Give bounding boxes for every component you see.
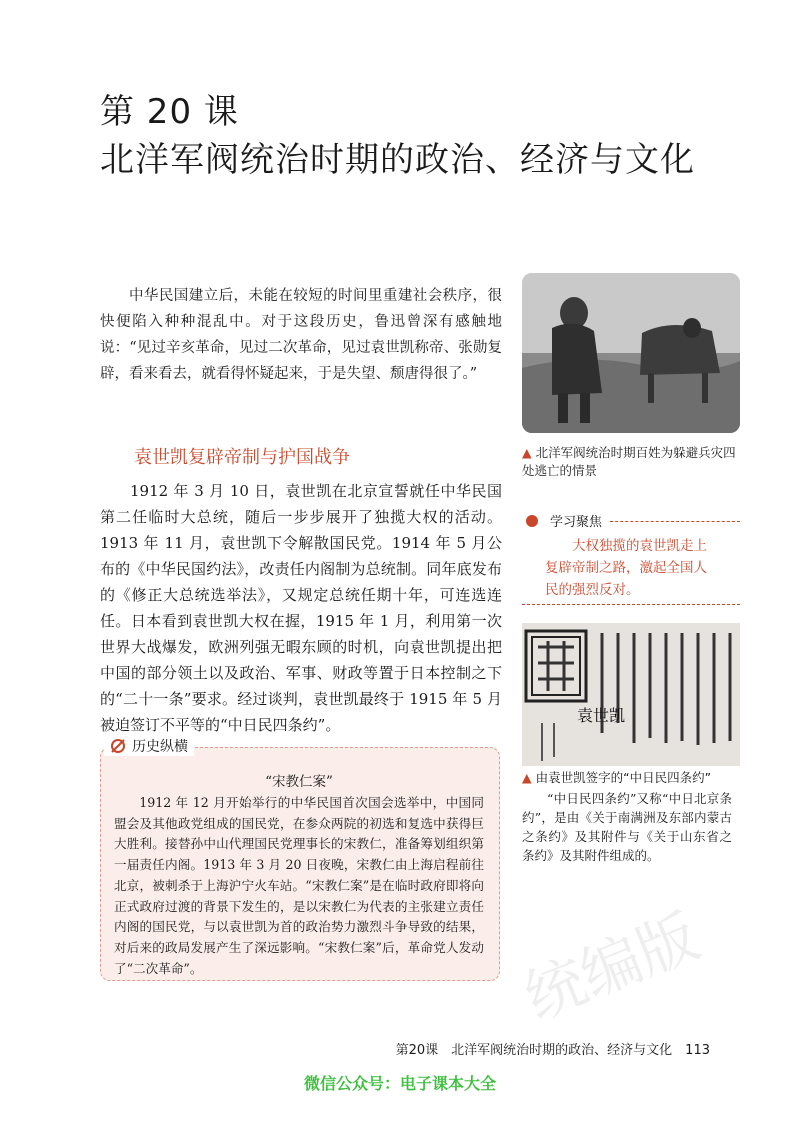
focus-dot-icon (526, 515, 538, 527)
lesson-title: 北洋军阀统治时期的政治、经济与文化 (100, 140, 695, 180)
study-focus-text: 大权独揽的袁世凯走上复辟帝制之路，激起全国人民的强烈反对。 (545, 538, 707, 598)
treaty-photo-description: “中日民四条约”又称“中日北京条约”，是由《关于南满洲及东部内蒙古之条约》及其附件与《关于山东省之条约》及其附件组成的。 (522, 791, 732, 863)
treaty-photo-caption-text: 由袁世凯签字的“中日民四条约” (535, 770, 712, 785)
refugee-photo-image (522, 273, 740, 433)
refugee-photo (522, 273, 740, 433)
study-focus-label: 学习聚焦 (550, 515, 603, 530)
wechat-banner: 微信公众号：电子课本大全 (303, 1074, 496, 1093)
refugee-photo-caption-text: 北洋军阀统治时期百姓为躲避兵灾四处逃亡的情景 (522, 445, 736, 478)
lesson-number: 第 20 课 (100, 92, 239, 132)
page-footer: 第20课 北洋军阀统治时期的政治、经济与文化 113 (395, 1043, 710, 1058)
treaty-photo-caption (522, 769, 742, 787)
section-body: 1912 年 3 月 10 日，袁世凯在北京宣誓就任中华民国第二任临时大总统，随后一步步展开了独揽大权的活动。1913 年 11 月，袁世凯下令解散国民党。1914 年 5 月公布的《中华民国约法》，改责任内阁制为总统制。同年底发布的《修正大总统选举法》，又规定总统任期十年，可连选连任。日本看到袁世凯大权在握，1915 年 1 月，利用第一次世界大战爆发，欧洲列强无暇东顾的时机，向袁世凯提出把中国的部分领土以及政治、军事、财政等置于日本控制之下的“二十一条”要求。经过谈判，袁世凯最终于 1915 年 5 月被迫签订不平等的“中日民四条约”。 (100, 482, 502, 734)
history-box-label-text: 历史纵横 (132, 739, 188, 755)
section-title: 袁世凯复辟帝制与护国战争 (134, 447, 350, 468)
history-box-label (104, 736, 194, 756)
caption-triangle-icon: ▲ (522, 770, 532, 785)
case-body: 1912 年 12 月开始举行的中华民国首次国会选举中，中国同盟会及其他政党组成的国民党，在参众两院的初选和复选中获得巨大胜利。接替孙中山代理国民党理事长的宋教仁，准备筹划组织第一届责任内阁。1913 年 3 月 20 日夜晚，宋教仁由上海启程前往北京，被刺杀于上海沪宁火车站。“宋教仁案”是在临时政府即将向正式政府过渡的背景下发生的，是以宋教仁为代表的主张建立责任内阁的国民党，与以袁世凯为首的政治势力激烈斗争导致的结果，对后来的政局发展产生了深远影响。“宋教仁案”后，革命党人发动了“二次革命”。 (114, 795, 484, 976)
treaty-signature: 袁世凯 (577, 706, 626, 725)
focus-divider (610, 521, 740, 522)
intro-paragraph: 中华民国建立后，未能在较短的时间里重建社会秩序，很快便陷入种种混乱中。对于这段历史，鲁迅曾深有感触地说：“见过辛亥革命，见过二次革命，见过袁世凯称帝、张勋复辟，看来看去，就看得怀疑起来，于是失望、颓唐得很了。” (100, 288, 502, 382)
history-icon (110, 738, 126, 754)
refugee-photo-caption (522, 444, 742, 480)
study-focus-header (522, 511, 740, 530)
caption-triangle-icon: ▲ (522, 445, 532, 460)
focus-end-divider (522, 604, 740, 605)
treaty-photo (522, 623, 740, 766)
treaty-photo-image (522, 623, 740, 766)
watermark: 统编版 (515, 901, 709, 1034)
case-title: “宋教仁案” (265, 774, 333, 790)
